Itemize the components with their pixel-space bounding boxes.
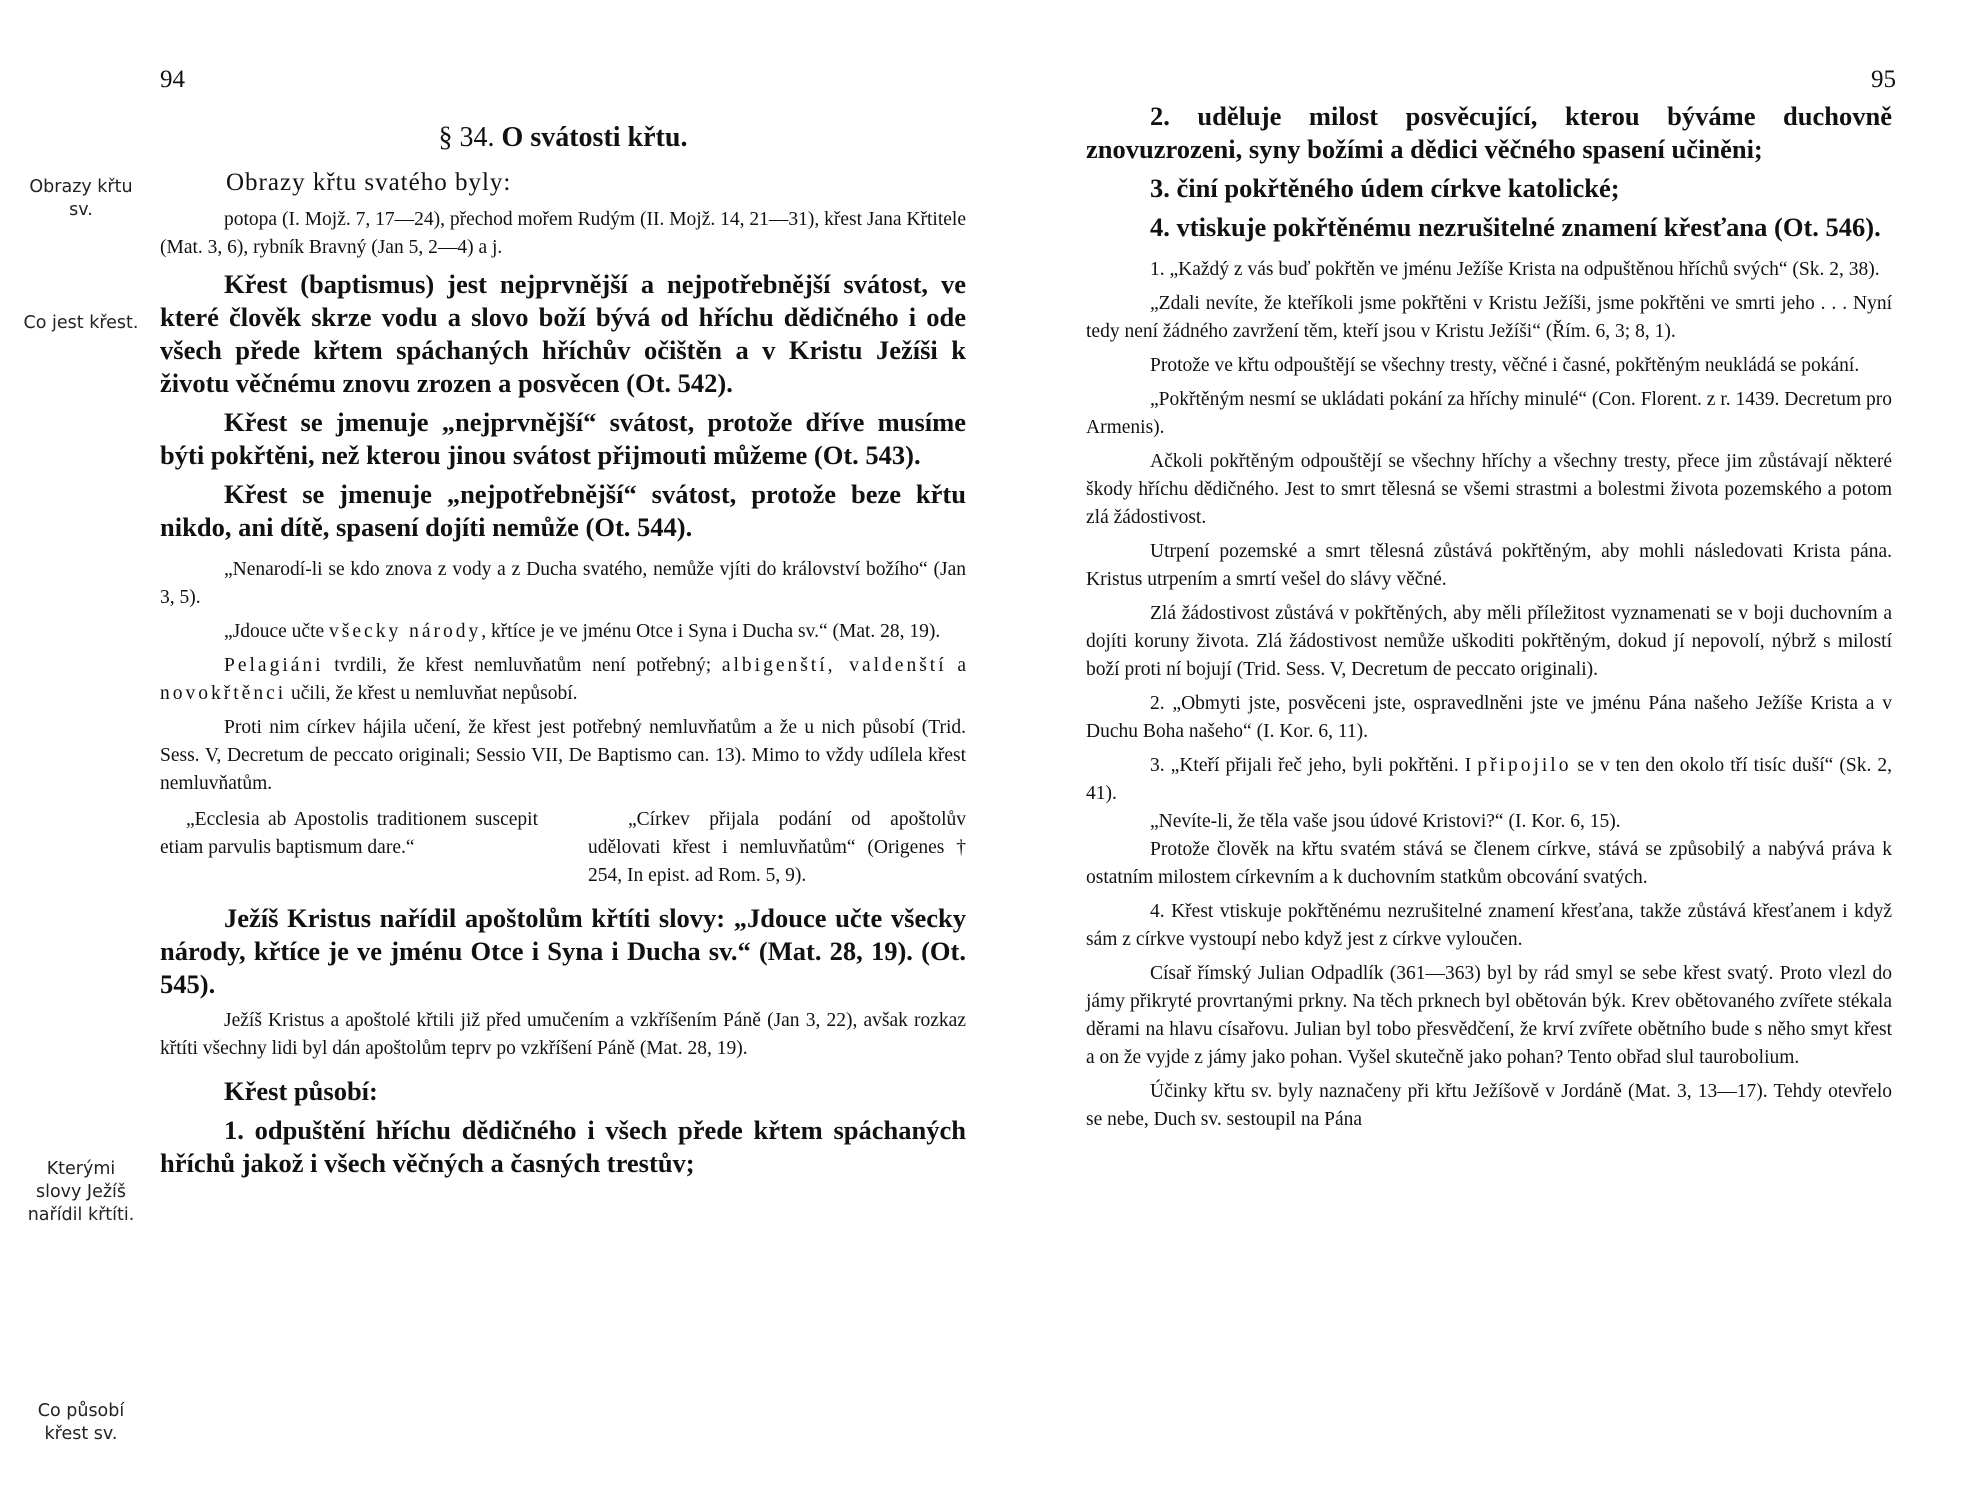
krest-nejpotrebnejsi: Křest se jmenuje „nejpotřebnější“ svátost, protože beze křtu nikdo, ani dítě, spasení dojíti nemůže (Ot. 544). (160, 479, 966, 542)
margin-note-co-pusobi: Co působí křest sv. (37, 1401, 125, 1444)
pusobi-heading: Křest působí: (224, 1076, 378, 1106)
right-column (1086, 100, 1892, 1134)
pel-a: Pelagiáni (224, 655, 324, 676)
quote-jdouce-b: všecky národy (329, 621, 482, 642)
ucinek-2: 2. uděluje milost posvěcující, kterou býváme duchovně znovuzrozeni, syny božími a dědici věčného spasení učiněni; (1086, 101, 1892, 164)
right-p13: Císař římský Julian Odpadlík (361—363) byl by rád smyl se sebe křest svatý. Proto vlezl do jámy přikryté provrtanými prkny. Na těch prknech byl obětován býk. Krev obětovaného zvířete stékala děrami na hlavu císařovu. Julian byl tobo přesvědčení, že krví zvířete obětního bude s něho smyt křest a on že vyjde z jámy jako pohan. Vyšel skutečně jako pohan? Tento obřad slul taurobolium. (1086, 963, 1892, 1068)
margin-note-obrazy: Obrazy křtu sv. (29, 177, 133, 220)
quote-nenarodi: „Nenarodí-li se kdo znova z vody a z Ducha svatého, nemůže vjíti do království božího“ (Jan 3, 5). (160, 559, 966, 608)
narizeni-paragraph: Ježíš Kristus nařídil apoštolům křtíti slovy: „Jdouce učte všecky národy, křtíce je ve jménu Otce i Syna i Ducha sv.“ (Mat. 28, 19). (Ot. 545). (160, 903, 966, 999)
proti-nim-paragraph: Proti nim církev hájila učení, že křest jest potřebný nemluvňatům a že u nich působí (Trid. Sess. V, Decretum de peccato originali; Sessio VII, De Baptismo can. 13). Mimo to vždy udílela křest nemluvňatům. (160, 717, 966, 794)
section-number: § 34. (438, 122, 495, 153)
pel-e: novokřtěnci (160, 683, 287, 704)
quote-czech: „Církev přijala podání od apoštolův udělovati křest i nemluvňatům“ (Origenes † 254, In epist. ad Rom. 5, 9). (588, 809, 966, 886)
right-p7: Zlá žádostivost zůstává v pokřtěných, aby měli příležitost vyznamenati se v boji duchovním a dojíti koruny života. Zlá žádostivost nemůže uškoditi pokřtěným, dokud jí nepovolí, nýbrž s milostí boží proti ní bojují (Trid. Sess. V, Decretum de peccato originali). (1086, 603, 1892, 680)
right-p12: 4. Křest vtiskuje pokřtěnému nezrušitelné znamení křesťana, takže zůstává křesťanem i když sám z církve vystoupí nebo když jest z církve vyloučen. (1086, 901, 1892, 950)
right-p11: Protože člověk na křtu svatém stává se členem církve, stává se způsobilý a nabývá práva k ostatním milostem církevním a k duchovním statkům obcování svatých. (1086, 839, 1892, 888)
section-title (160, 120, 966, 156)
kristili-paragraph: Ježíš Kristus a apoštolé křtili již před umučením a vzkříšením Páně (Jan 3, 22), avšak rozkaz křtíti všechny lidi byl dán apoštolům teprv po vzkříšení Páně (Mat. 28, 19). (160, 1010, 966, 1059)
ucinek-1: 1. odpuštění hříchu dědičného i všech přede křtem spáchaných hříchů jakož i všech věčných a časných trestův; (160, 1115, 966, 1178)
right-page (990, 0, 1980, 1500)
section-heading: O svátosti křtu. (501, 122, 688, 153)
right-p2: „Zdali nevíte, že kteříkoli jsme pokřtěni v Kristu Ježíši, jsme pokřtěni ve smrti jeho . . . Nyní tedy není žádného zavržení těm, kteří jsou v Kristu Ježíši“ (Řím. 6, 3; 8, 1). (1086, 293, 1892, 342)
quote-jdouce-a: „Jdouce učte (224, 621, 330, 642)
pel-f: učili, že křest u nemluvňat nepůsobí. (286, 683, 578, 704)
quote-pair (160, 806, 966, 890)
pel-b: tvrdili, že křest nemluvňatům není potřebný; (323, 655, 722, 676)
quote-jdouce-c: , křtíce je ve jménu Otce i Syna i Ducha sv.“ (Mat. 28, 19). (481, 621, 941, 642)
right-p9-a: 3. „Kteří přijali řeč jeho, byli pokřtěni. I (1150, 755, 1478, 776)
margin-note-kterymi: Kterými slovy Ježíš nařídil křtíti. (27, 1159, 135, 1225)
margin-note-co-jest: Co jest křest. (23, 313, 139, 333)
right-p8: 2. „Obmyti jste, posvěceni jste, ospravedlněni jste ve jménu Pána našeho Ježíše Krista a v Duchu Boha našeho“ (I. Kor. 6, 11). (1086, 693, 1892, 742)
right-p9-b: připojilo (1477, 755, 1572, 776)
left-column (160, 120, 966, 1180)
right-p1: 1. „Každý z vás buď pokřtěn ve jménu Ježíše Krista na odpuštěnou hříchů svých“ (Sk. 2, 38). (1150, 259, 1880, 280)
page-number-right: 95 (1871, 66, 1896, 93)
right-p4: „Pokřtěným nesmí se ukládati pokání za hříchy minulé“ (Con. Florent. z r. 1439. Decretum pro Armenis). (1086, 389, 1892, 438)
right-p9-c: se v ten den okolo tří tisíc duší“ (Sk. 2, 41). (1086, 755, 1893, 804)
pel-d: a (946, 655, 967, 676)
krest-nejprvnejsi: Křest se jmenuje „nejprvnější“ svátost, protože dříve musíme býti pokřtěni, než kterou jinou svátost přijmouti můžeme (Ot. 543). (160, 407, 966, 470)
right-p6: Utrpení pozemské a smrt tělesná zůstává pokřtěným, aby mohli následovati Krista pána. Kristus utrpením a smrtí vešel do slávy věčné. (1086, 541, 1892, 590)
quote-latin: „Ecclesia ab Apostolis traditionem suscepit etiam parvulis baptismum dare.“ (160, 809, 538, 858)
pel-c: albigenští, valdenští (721, 655, 947, 676)
right-p10: „Nevíte-li, že těla vaše jsou údové Kristovi?“ (I. Kor. 6, 15). (1150, 811, 1621, 832)
quote-jdouce (160, 618, 966, 646)
right-p5: Ačkoli pokřtěným odpouštějí se všechny hříchy a všechny tresty, přece jim zůstávají některé škody hříchu dědičného. Jest to smrt tělesná se všemi strastmi a bolestmi života pozemského a potom zlá žádostivost. (1086, 451, 1892, 528)
page-number-left: 94 (160, 66, 185, 93)
obrazy-lead: Obrazy křtu svatého byly: (226, 169, 512, 196)
krest-definition: Křest (baptismus) jest nejprvnější a nejpotřebnější svátost, ve které člověk skrze vodu a slovo boží bývá od hříchu dědičného i ode všech přede křtem spáchaných hříchův očištěn a v Kristu Ježíši k životu věčnému znovu zrozen a posvěcen (Ot. 542). (160, 269, 966, 398)
ucinek-4: 4. vtiskuje pokřtěnému nezrušitelné znamení křesťana (Ot. 546). (1150, 212, 1881, 242)
right-p9 (1086, 752, 1892, 808)
right-p3: Protože ve křtu odpouštějí se všechny tresty, věčné i časné, pokřtěným neukládá se pokání. (1150, 355, 1860, 376)
right-p14: Účinky křtu sv. byly naznačeny při křtu Ježíšově v Jordáně (Mat. 3, 13—17). Tehdy otevřelo se nebe, Duch sv. sestoupil na Pána (1086, 1081, 1892, 1130)
ucinek-3: 3. činí pokřtěného údem církve katolické; (1150, 173, 1620, 203)
obrazy-text: potopa (I. Mojž. 7, 17—24), přechod mořem Rudým (II. Mojž. 14, 21—31), křest Jana Křtitele (Mat. 3, 6), rybník Bravný (Jan 5, 2—4) a j. (160, 209, 966, 258)
pelagiani-paragraph (160, 652, 966, 708)
